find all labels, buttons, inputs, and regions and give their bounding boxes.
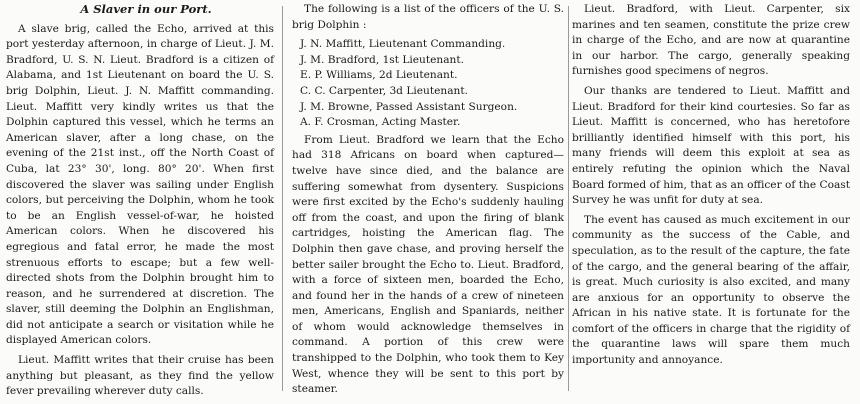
officer-item: J. N. Maffitt, Lieutenant Commanding. [300,38,506,51]
paragraph: The event has caused as much excitement in our community as the success of the Cable, and speculation, as to the result of the capture, the fate of the cargo, and the general bearing of the affair, is great. Much curiosity is also excited, and many are anxious for an opportunity to observe the African in his native state. It is fortunate for the comfort of the officers in charge that the rigidity of the quarantine laws will spare them much importunity and annoyance. [572,213,850,367]
paragraph: From Lieut. Bradford we learn that the Echo had 318 Africans on board when captured—twelve have since died, and the balance are suffering somewhat from dysentery. Suspicions were first excited by the Echo's suddenly hauling off from the coast, and upon the firing of blank cartridges, hoisting the American flag. The Dolphin then gave chase, and proving herself the better sailer brought the Echo to. Lieut. Bradford, with a force of sixteen men, boarded the Echo, and found her in the hands of a crew of nineteen men, Americans, English and Spaniards, neither of whom would acknowledge themselves in command. A portion of this crew were transhipped to the Dolphin, who took them to Key West, whence they will be sent to this port by steamer. [292,133,564,396]
officer-item: E. P. Williams, 2d Lieutenant. [300,69,458,82]
officer-item: J. M. Browne, Passed Assistant Surgeon. [300,100,518,113]
column-divider [568,6,569,391]
officer-item: C. C. Carpenter, 3d Lieutenant. [300,84,468,97]
column-1 [6,2,274,404]
officer-item: J. M. Bradford, 1st Lieutenant. [300,53,464,66]
column-2 [292,2,564,402]
article-title: A Slaver in our Port. [80,2,212,16]
officers-intro: The following is a list of the officers of the U. S. brig Dolphin : [292,3,564,31]
officer-item: A. F. Crosman, Acting Master. [300,116,461,129]
paragraph: Lieut. Maffitt writes that their cruise has been anything but pleasant, as they find the yellow fever prevailing wherever duty calls. [6,354,274,398]
column-3 [572,2,850,373]
column-divider [282,6,283,391]
officers-list [292,37,564,131]
paragraph: A slave brig, called the Echo, arrived at this port yesterday afternoon, in charge of Lieut. J. M. Bradford, U. S. N. Lieut. Bradford is a citizen of Alabama, and 1st Lieutenant on board the U. S. brig Dolphin, Lieut. J. N. Maffitt commanding. Lieut. Maffitt very kindly writes us that the Dolphin captured this vessel, which he terms an American slaver, after a long chase, on the evening of the 21st inst., off the North Coast of Cuba, lat 23° 30', long. 80° 20'. When first discovered the slaver was sailing under English colors, but perceiving the Dolphin, whom he took to be an English vessel-of-war, he hoisted American colors. When he discovered his egregious and fatal error, he made the most strenuous efforts to escape; but a few well-directed shots from the Dolphin brought him to reason, and he surrendered at discretion. The slaver, still deeming the Dolphin an Englishman, did not anticipate a search or visitation while he displayed American colors. [6,22,274,347]
paragraph: Lieut. Bradford, with Lieut. Carpenter, six marines and ten seamen, constitute the prize crew in charge of the Echo, and are now at quarantine in our harbor. The cargo, generally speaking furnishes good specimens of negros. [572,3,850,78]
paragraph: Our thanks are tendered to Lieut. Maffitt and Lieut. Bradford for their kind courtesies. So far as Lieut. Maffitt is concerned, who has heretofore brilliantly identified himself with this port, his many friends will deem this exploit at sea as entirely refuting the opinion which the Naval Board formed of him, that as an officer of the Coast Survey he was unfit for duty at sea. [572,84,850,207]
